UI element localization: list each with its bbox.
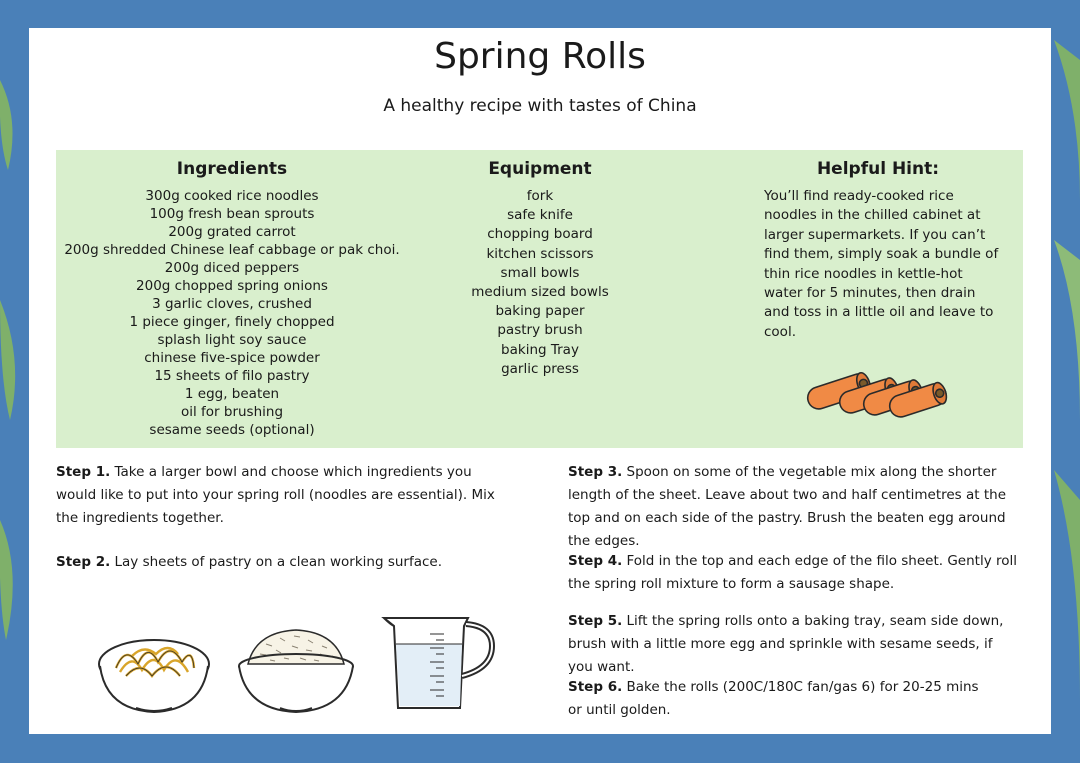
- step-4: [568, 550, 1018, 596]
- list-item: 300g cooked rice noodles: [145, 188, 319, 204]
- list-item: small bowls: [500, 264, 580, 281]
- step-text: Take a larger bowl and choose which ingredients you would like to put into your spring roll (noodles are essential). Mix the ingredients together.: [56, 464, 495, 526]
- list-item: 3 garlic cloves, crushed: [152, 296, 312, 312]
- list-item: medium sized bowls: [471, 284, 609, 301]
- list-item: 1 egg, beaten: [184, 386, 280, 402]
- list-item: pastry brush: [497, 322, 583, 339]
- step-label: Step 2.: [56, 554, 111, 570]
- list-item: oil for brushing: [180, 404, 284, 420]
- step-label: Step 6.: [568, 679, 623, 695]
- list-item: 1 piece ginger, finely chopped: [129, 314, 335, 330]
- spring-rolls-icon: [804, 354, 954, 424]
- step-text: Lay sheets of pastry on a clean working surface.: [114, 554, 443, 570]
- list-item: fork: [526, 188, 554, 204]
- hint-text: You’ll find ready-cooked rice noodles in the chilled cabinet at larger supermarkets. If you can’t find them, simply soak a bundle of thin rice noodles in kettle-hot water for 5 minutes, then drain and toss in a little oil and leave to cool.: [764, 188, 999, 340]
- hint-heading: Helpful Hint:: [816, 159, 940, 179]
- step-5: [568, 610, 1018, 679]
- page-title: Spring Rolls: [434, 36, 646, 77]
- step-label: Step 3.: [568, 464, 623, 480]
- page-subtitle: A healthy recipe with tastes of China: [383, 96, 697, 116]
- step-label: Step 1.: [56, 464, 111, 480]
- list-item: chinese five-spice powder: [144, 350, 320, 366]
- step-text: Bake the rolls (200C/180C fan/gas 6) for 20-25 mins or until golden.: [568, 679, 979, 718]
- step-2: [56, 551, 506, 574]
- list-item: sesame seeds (optional): [149, 422, 315, 438]
- equipment-heading: Equipment: [488, 159, 592, 179]
- step-text: Spoon on some of the vegetable mix along the shorter length of the sheet. Leave about two and half centimetres at the top and on each side of the pastry. Brush the beaten egg around the edges.: [568, 464, 1007, 549]
- info-panel: [56, 150, 1023, 448]
- list-item: 200g grated carrot: [168, 224, 296, 240]
- list-item: 200g chopped spring onions: [136, 278, 328, 294]
- measuring-jug-icon: [380, 614, 500, 714]
- list-item: safe knife: [507, 207, 573, 224]
- step-text: Fold in the top and each edge of the filo sheet. Gently roll the spring roll mixture to form a sausage shape.: [568, 553, 1018, 592]
- ingredients-section: [56, 150, 408, 439]
- list-item: baking paper: [495, 303, 585, 320]
- step-label: Step 5.: [568, 613, 623, 629]
- noodle-bowl-icon: [96, 624, 212, 716]
- step-text: Lift the spring rolls onto a baking tray, seam side down, brush with a little more egg and sprinkle with sesame seeds, if you want.: [568, 613, 1004, 675]
- list-item: 100g fresh bean sprouts: [149, 206, 315, 222]
- list-item: baking Tray: [501, 341, 579, 358]
- hint-section: [756, 150, 1000, 342]
- list-item: chopping board: [487, 226, 593, 243]
- ingredients-heading: Ingredients: [176, 159, 288, 179]
- list-item: 200g diced peppers: [164, 260, 300, 276]
- list-item: splash light soy sauce: [157, 332, 307, 348]
- step-1: [56, 461, 506, 530]
- rice-bowl-icon: [236, 624, 356, 716]
- step-6: [568, 676, 988, 722]
- list-item: 200g shredded Chinese leaf cabbage or pak choi.: [64, 242, 400, 258]
- step-3: [568, 461, 1018, 553]
- list-item: 15 sheets of filo pastry: [154, 368, 310, 384]
- list-item: kitchen scissors: [486, 245, 594, 262]
- ingredients-list: [56, 187, 408, 439]
- equipment-section: [440, 150, 640, 379]
- step-label: Step 4.: [568, 553, 623, 569]
- equipment-list: [440, 187, 640, 379]
- list-item: garlic press: [501, 360, 579, 377]
